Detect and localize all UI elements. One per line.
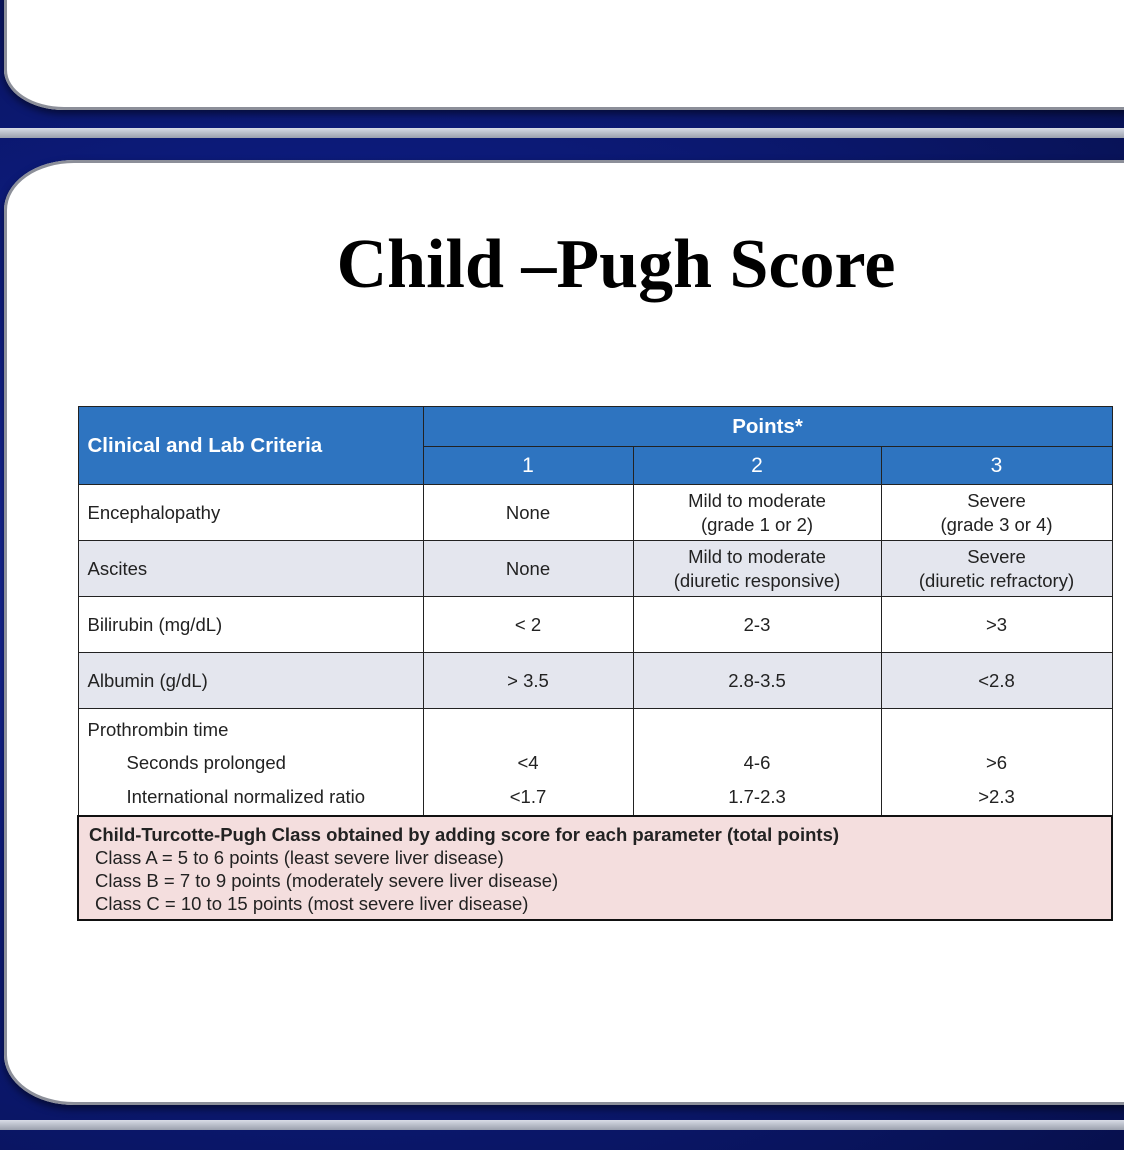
- prothrombin-label: Prothrombin time: [87, 719, 229, 740]
- points-1-value: None: [423, 541, 633, 597]
- prothrombin-inr-1: <1.7: [509, 786, 547, 807]
- points-3-value: [881, 541, 1112, 597]
- table-row: [78, 653, 1112, 709]
- criterion-label: Encephalopathy: [78, 485, 423, 541]
- points-2-line-2: (grade 1 or 2): [700, 513, 814, 535]
- points-2-line-2: (diuretic responsive): [673, 569, 841, 591]
- criterion-label: Ascites: [78, 541, 423, 597]
- slide-title: Child –Pugh Score: [336, 226, 896, 303]
- classification-lead: Child-Turcotte-Pugh Class obtained by adding score for each parameter (total points): [89, 824, 840, 845]
- class-a-line: Class A = 5 to 6 points (least severe liver disease): [95, 847, 504, 868]
- classification-note: [78, 816, 1112, 920]
- points-1-value: [423, 709, 633, 817]
- class-c-line: Class C = 10 to 15 points (most severe liver disease): [95, 893, 529, 914]
- previous-slide-panel: [4, 0, 1124, 110]
- points-2-line-1: Mild to moderate: [688, 545, 826, 567]
- criteria-header: Clinical and Lab Criteria: [78, 407, 423, 485]
- criterion-label: Albumin (g/dL): [78, 653, 423, 709]
- child-pugh-table: [77, 406, 1113, 921]
- prothrombin-inr-2: 1.7-2.3: [728, 786, 786, 807]
- points-1-value: None: [423, 485, 633, 541]
- points-1-value: < 2: [423, 597, 633, 653]
- points-2-value: [633, 541, 881, 597]
- table-row: [78, 485, 1112, 541]
- prothrombin-inr-3: >2.3: [978, 786, 1015, 807]
- points-2-value: [633, 709, 881, 817]
- points-3-line-2: (diuretic refractory): [918, 569, 1075, 591]
- points-3-value: >3: [881, 597, 1112, 653]
- points-3-value: [881, 709, 1112, 817]
- prothrombin-sub-label: International normalized ratio: [126, 786, 366, 807]
- point-column-2: 2: [633, 447, 881, 485]
- points-3-line-2: (grade 3 or 4): [940, 513, 1053, 535]
- criterion-label: [78, 709, 423, 817]
- points-3-line-1: Severe: [967, 545, 1026, 567]
- table-row-prothrombin: [78, 709, 1112, 817]
- prothrombin-seconds-2: 4-6: [743, 752, 771, 773]
- points-2-value: 2-3: [633, 597, 881, 653]
- criterion-label: Bilirubin (mg/dL): [78, 597, 423, 653]
- table-row: [78, 541, 1112, 597]
- prothrombin-seconds-3: >6: [985, 752, 1008, 773]
- point-column-3: 3: [881, 447, 1112, 485]
- points-1-value: > 3.5: [423, 653, 633, 709]
- points-3-value: <2.8: [881, 653, 1112, 709]
- points-2-value: [633, 485, 881, 541]
- class-b-line: Class B = 7 to 9 points (moderately severe liver disease): [95, 870, 559, 891]
- table-row: [78, 597, 1112, 653]
- points-3-line-1: Severe: [967, 489, 1026, 511]
- divider-band: [0, 128, 1124, 138]
- divider-band: [0, 1120, 1124, 1130]
- points-header: Points*: [423, 407, 1112, 447]
- prothrombin-seconds-1: <4: [517, 752, 539, 773]
- point-column-1: 1: [423, 447, 633, 485]
- table-footer-row: [78, 816, 1112, 920]
- points-3-value: [881, 485, 1112, 541]
- points-2-line-1: Mild to moderate: [688, 489, 826, 511]
- points-2-value: 2.8-3.5: [633, 653, 881, 709]
- prothrombin-sub-label: Seconds prolonged: [126, 752, 286, 773]
